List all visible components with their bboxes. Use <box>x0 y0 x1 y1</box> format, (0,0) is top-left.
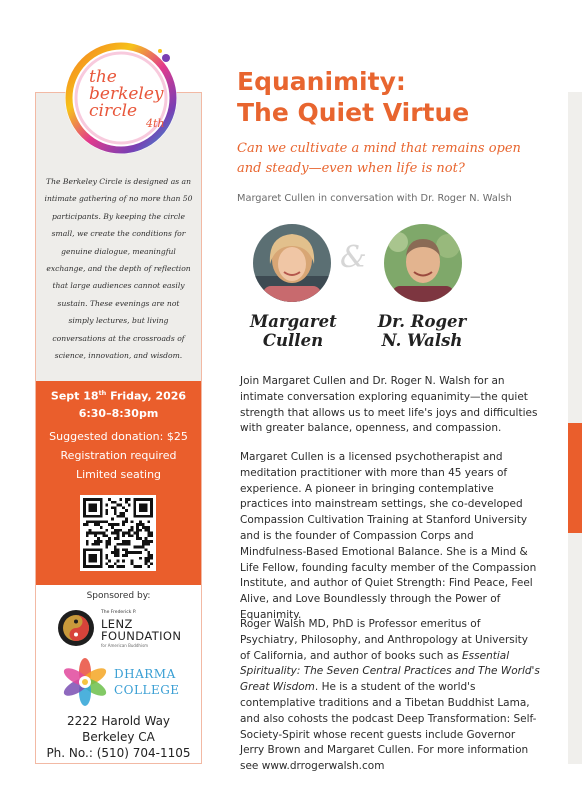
walsh-book-titles: Essential Spirituality: The Seven Central Practices and The World's Great Wisdom <box>240 649 540 694</box>
dharma-name: DHARMA COLLEGE <box>114 667 180 697</box>
event-donation: Suggested donation: $25 <box>49 430 188 443</box>
address-line-2: Berkeley CA <box>82 730 155 744</box>
event-subtitle: Can we cultivate a mind that remains open and steady—even when life is not? <box>237 141 521 176</box>
event-time: 6:30–8:30pm <box>78 407 159 420</box>
event-byline: Margaret Cullen in conversation with Dr. Roger N. Walsh <box>237 193 512 204</box>
about-blurb: The Berkeley Circle is designed as an intimate gathering of no more than 50 participants. By keeping the circle small, we create the conditions for genuine dialogue, meaningful exchange, and the depth of reflection that large audiences cannot easily sustain. These evenings are not simply lectures, but living conversations at the crossroads of science, innovation, and wisdom. <box>44 177 193 361</box>
intro-paragraph: Join Margaret Cullen and Dr. Roger N. Walsh for an intimate conversation exploring equanimity—the quiet strength that allows us to meet life's joys and difficulties with greater balance, openness, and compassion. <box>240 375 538 435</box>
bio-cullen: Margaret Cullen is a licensed psychotherapist and meditation practitioner with more than 45 years of experience. A pioneer in bringing contemplative practices into mainstream settings, she co-developed Compassion Cultivation Training at Stanford University and is the founder of Compassion Corps and Mindfulness-Based Emotional Balance. She is a Mind & Life Fellow, founding faculty member of the Compassion Institute, and author of Quiet Strength: Find Peace, Feel Alive, and Love Boundlessly through the Power of Equanimity. <box>240 451 537 621</box>
speaker-name-walsh: Dr. Roger N. Walsh <box>377 312 467 350</box>
bio-walsh: Roger Walsh MD, PhD is Professor emeritus of Psychiatry, Philosophy, and Anthropology at University of California, and author of books such as Essential Spirituality: The Seven Central Practices and The World's Great Wisdom. He is a student of the world's contemplative traditions and a Tibetan Buddhist Lama, and also cohosts the podcast Deep Transformation: Self-Society-Spirit whose recent guests include Governor Jerry Brown and Margaret Cullen. For more information see www.drrogerwalsh.com <box>240 618 540 773</box>
lenz-tagline: for American Buddhism <box>101 643 149 648</box>
logo-edition: 4th <box>146 117 165 130</box>
dharma-college-logo <box>60 657 195 709</box>
lenz-seal-icon <box>56 608 96 648</box>
lenz-foundation-logo <box>56 608 196 650</box>
phone-number: Ph. No.: (510) 704-1105 <box>46 746 191 760</box>
event-date: Sept 18th Friday, 2026 <box>50 389 187 403</box>
event-details-box <box>36 381 201 585</box>
portrait-roger-walsh <box>384 224 462 302</box>
event-registration: Registration required <box>60 449 177 462</box>
page-edge-accent <box>568 423 582 533</box>
speaker-name-cullen: Margaret Cullen <box>250 312 337 350</box>
lenz-name: LENZ FOUNDATION <box>101 617 182 643</box>
ampersand: & <box>340 240 367 275</box>
lenz-small-text: The Frederick P. <box>101 610 137 615</box>
info-sidebar <box>35 92 202 764</box>
logo-wordmark: the berkeley circle <box>89 67 164 121</box>
address-line-1: 2222 Harold Way <box>66 714 171 728</box>
event-seating: Limited seating <box>75 468 162 481</box>
berkeley-circle-logo <box>56 36 186 158</box>
registration-qr-code[interactable] <box>80 495 156 571</box>
dharma-lotus-icon <box>60 657 110 707</box>
venue-address <box>36 713 201 761</box>
event-title: Equanimity: The Quiet Virtue <box>237 67 470 127</box>
portrait-margaret-cullen <box>253 224 331 302</box>
sponsored-by-label: Sponsored by: <box>86 591 151 601</box>
